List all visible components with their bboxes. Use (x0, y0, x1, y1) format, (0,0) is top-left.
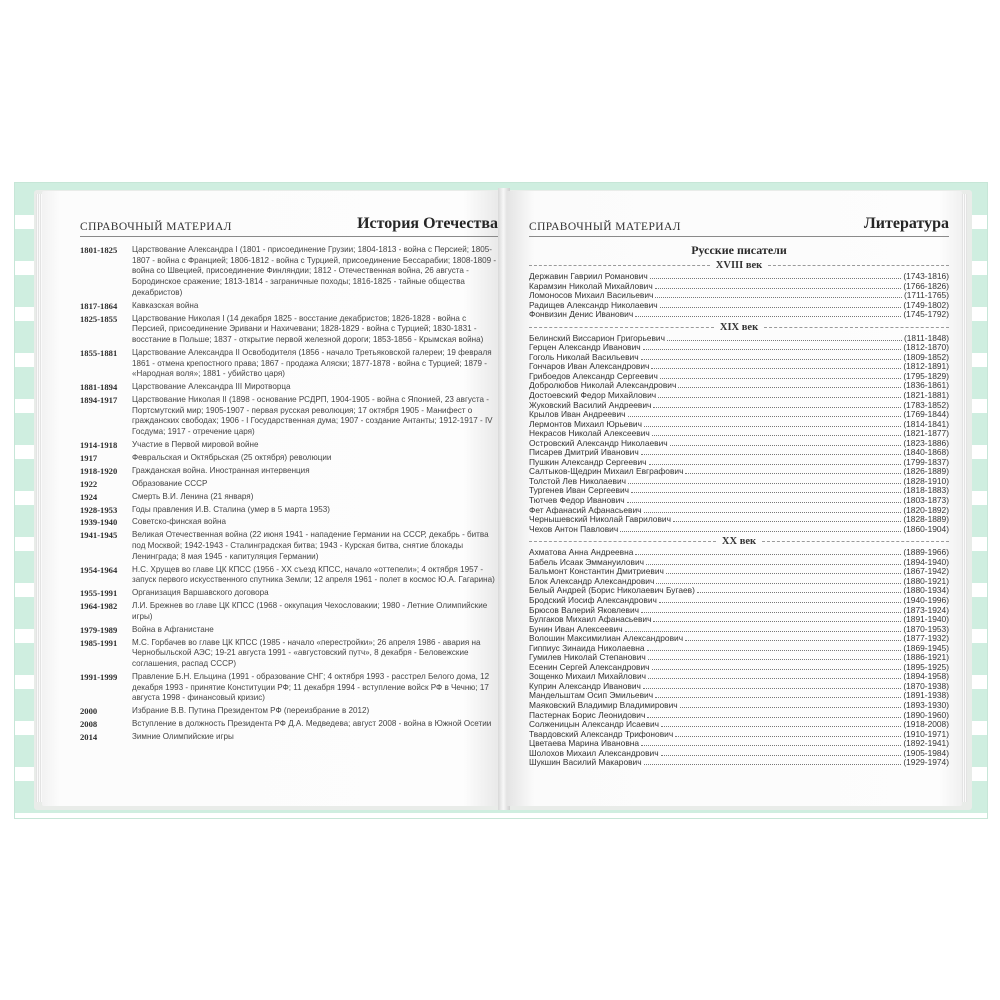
timeline-years: 1955-1991 (80, 588, 118, 599)
timeline-event: Февральская и Октябрьская (25 октября) революции (132, 452, 332, 462)
timeline-event: М.С. Горбачев во главе ЦК КПСС (1985 - начало «перестройки»; 26 апреля 1986 - авария на Чернобыльской АЭС; 19-21 августа 1991 - «августовский путч», 8 декабря - Беловежские соглашения, распад СССР) (132, 637, 481, 668)
timeline-row (80, 530, 498, 562)
writer-years: (1873-1924) (903, 604, 949, 615)
writer-name: Бунин Иван Алексеевич (529, 623, 623, 634)
writer-name: Бродский Иосиф Александрович (529, 594, 657, 605)
timeline-years: 1964-1982 (80, 601, 118, 612)
timeline-years: 1914-1918 (80, 440, 118, 451)
dashed-rule (529, 265, 710, 266)
writer-name: Гиппиус Зинаида Николаевна (529, 642, 645, 653)
writer-years: (1892-1941) (903, 738, 949, 749)
writer-years: (1886-1921) (903, 652, 949, 663)
writer-name: Куприн Александр Иванович (529, 680, 641, 691)
timeline-event: Правление Б.Н. Ельцина (1991 - образование СНГ; 4 октября 1993 - расстрел Белого дома, 12 декабря 1993 - принятие Конституции РФ; 11 декабря 1994 - вступление войск РФ в Чечню; 17 августа 1998 - финансовый кризис) (132, 671, 490, 703)
writer-name: Карамзин Николай Михайлович (529, 280, 653, 291)
writer-years: (1749-1802) (903, 299, 949, 310)
timeline-row (80, 453, 498, 464)
timeline-years: 1928-1953 (80, 504, 118, 515)
timeline-years: 1979-1989 (80, 624, 118, 635)
century-heading (529, 260, 949, 271)
writer-name: Зощенко Михаил Михайлович (529, 671, 647, 682)
dot-leader (650, 278, 902, 279)
dot-leader (680, 707, 902, 708)
timeline-event: Гражданская война. Иностранная интервенция (132, 465, 310, 475)
timeline-event: Зимние Олимпийские игры (132, 731, 234, 741)
writer-name: Некрасов Николай Алексеевич (529, 428, 650, 439)
writer-years: (1836-1861) (903, 380, 949, 391)
writer-years: (1821-1881) (903, 390, 949, 401)
timeline-event: Кавказская война (132, 300, 199, 310)
timeline-row (80, 466, 498, 477)
writer-years: (1910-1971) (903, 728, 949, 739)
writer-years: (1783-1852) (903, 399, 949, 410)
writer-name: Добролюбов Николай Александрович (529, 380, 677, 391)
dot-leader (670, 445, 902, 446)
timeline-years: 1954-1964 (80, 564, 118, 575)
timeline-years: 1881-1894 (80, 382, 118, 393)
writer-name: Цветаева Марина Ивановна (529, 738, 640, 749)
writer-name: Белинский Виссарион Григорьевич (529, 332, 665, 343)
dot-leader (628, 416, 902, 417)
century-heading (529, 322, 949, 333)
timeline-row (80, 348, 498, 380)
timeline-row (80, 301, 498, 312)
writer-years: (1743-1816) (903, 271, 949, 281)
left-page-title: История Отечества (357, 215, 498, 232)
timeline-years: 1922 (80, 478, 98, 489)
timeline-event: Царствование Александра II Освободителя (1856 - начало Третьяковской галереи; 19 февраля 1861 - отмена крепостного права; 1867 - продажа Аляски; 1877-1878 - война с Турцией; 1879 - «Народная воля»; 1881 - убийство царя) (132, 347, 492, 379)
timeline-row (80, 588, 498, 599)
writer-years: (1860-1904) (903, 523, 949, 534)
timeline-years: 1991-1999 (80, 671, 118, 682)
timeline-row (80, 492, 498, 503)
writer-row (529, 758, 949, 768)
century-heading (529, 536, 949, 547)
timeline-row (80, 395, 498, 438)
timeline-row (80, 440, 498, 451)
writer-name: Белый Андрей (Борис Николаевич Бугаев) (529, 585, 695, 596)
header-divider (80, 236, 498, 237)
dashed-rule (529, 327, 714, 328)
timeline-event: Царствование Александра I (1801 - присоединение Грузии; 1804-1813 - война с Персией; 1805-1807 - война с Францией; 1806-1812 - война с Турцией, присоединение Бессарабии; 1808-1809 - война со Швецией, присоединение Финляндии; 1812 - Отечественная война, 26 августа - Бородинское сражение; 1813-1814 - заграничные походы; 1816-1825 - тайные общества декабристов) (132, 245, 497, 297)
writer-years: (1818-1883) (903, 485, 949, 496)
writer-years: (1745-1792) (903, 309, 949, 320)
writer-years: (1766-1826) (903, 280, 949, 291)
timeline-years: 1939-1940 (80, 517, 118, 528)
century-label: XX век (721, 536, 757, 548)
writer-name: Блок Александр Александрович (529, 575, 655, 586)
dot-leader (673, 521, 901, 522)
writer-name: Писарев Дмитрий Иванович (529, 447, 639, 458)
dot-leader (678, 387, 901, 388)
dot-leader (652, 669, 902, 670)
dot-leader (660, 378, 901, 379)
timeline-row (80, 245, 498, 299)
dot-leader (651, 368, 901, 369)
writer-name: Жуковский Василий Андреевич (529, 399, 652, 410)
dot-leader (655, 297, 902, 298)
dot-leader (666, 573, 901, 574)
dot-leader (643, 349, 902, 350)
timeline-years: 1801-1825 (80, 245, 118, 255)
writer-name: Пастернак Борис Леонидович (529, 709, 646, 720)
timeline-event: Избрание В.В. Путина Президентом РФ (переизбрание в 2012) (132, 706, 370, 716)
writer-years: (1812-1870) (903, 342, 949, 353)
writer-years: (1929-1974) (903, 757, 949, 768)
writer-years: (1893-1930) (903, 699, 949, 710)
writers-list (529, 260, 954, 768)
dashed-rule (529, 541, 716, 542)
writer-years: (1823-1886) (903, 437, 949, 448)
writer-name: Бальмонт Константин Дмитриевич (529, 566, 664, 577)
writer-years: (1803-1873) (903, 495, 949, 506)
timeline-event: Годы правления И.В. Сталина (умер в 5 марта 1953) (132, 504, 330, 514)
dot-leader (652, 435, 902, 436)
writer-years: (1867-1942) (903, 566, 949, 577)
writer-years: (1769-1844) (903, 409, 949, 420)
dot-leader (641, 745, 901, 746)
timeline-event: Образование СССР (132, 478, 208, 488)
writer-name: Радищев Александр Николаевич (529, 299, 658, 310)
timeline-years: 1918-1920 (80, 465, 118, 476)
dashed-rule (768, 265, 949, 266)
timeline-row (80, 565, 498, 586)
writer-name: Островский Александр Николаевич (529, 437, 668, 448)
right-page (507, 191, 962, 806)
dot-leader (641, 359, 902, 360)
timeline-years: 2000 (80, 706, 98, 717)
dot-leader (658, 397, 901, 398)
writer-name: Тургенев Иван Сергеевич (529, 485, 630, 496)
writer-years: (1894-1940) (903, 556, 949, 567)
writer-name: Есенин Сергей Александрович (529, 661, 650, 672)
timeline-row (80, 719, 498, 730)
dot-leader (625, 631, 902, 632)
writer-name: Булгаков Михаил Афанасьевич (529, 614, 652, 625)
writer-name: Достоевский Федор Михайлович (529, 390, 657, 401)
timeline-row (80, 505, 498, 516)
timeline-years: 1985-1991 (80, 637, 118, 648)
dot-leader (653, 407, 901, 408)
writer-name: Бабель Исаак Эммануилович (529, 556, 645, 567)
dot-leader (655, 697, 901, 698)
dot-leader (655, 288, 902, 289)
writer-name: Грибоедов Александр Сергеевич (529, 370, 658, 381)
dot-leader (635, 316, 901, 317)
writer-name: Герцен Александр Иванович (529, 342, 641, 353)
timeline-event: Советско-финская война (132, 517, 227, 527)
dot-leader (628, 483, 901, 484)
dashed-rule (762, 541, 949, 542)
writer-years: (1891-1940) (903, 614, 949, 625)
timeline-event: Великая Отечественная война (22 июня 1941 - нападение Германии на СССР, декабрь - битва под Москвой; 1942-1943 - Сталинградская битва; 1943 - Курская битва, снятие блокады Ленинграда; 8 мая 1945 - капитуляция Германии) (132, 530, 489, 561)
writer-name: Гончаров Иван Александрович (529, 361, 650, 372)
writer-years: (1799-1837) (903, 456, 949, 467)
writer-name: Твардовский Александр Трифонович (529, 728, 674, 739)
writer-name: Шукшин Василий Макарович (529, 757, 642, 768)
timeline-event: Вступление в должность Президента РФ Д.А. Медведева; август 2008 - война в Южной Осетии (132, 719, 492, 729)
dot-leader (641, 612, 901, 613)
writer-years: (1828-1889) (903, 514, 949, 525)
writer-name: Державин Гавриил Романович (529, 271, 648, 281)
left-page-header (80, 215, 498, 233)
right-page-title: Литература (863, 215, 949, 232)
century-writers (529, 334, 949, 534)
writer-years: (1905-1984) (903, 747, 949, 758)
writer-years: (1809-1852) (903, 351, 949, 362)
timeline-years: 2008 (80, 719, 98, 730)
writer-years: (1811-1848) (903, 332, 949, 343)
timeline-row (80, 479, 498, 490)
right-section-label: СПРАВОЧНЫЙ МАТЕРИАЛ (529, 221, 681, 233)
dot-leader (656, 583, 901, 584)
timeline-row (80, 706, 498, 717)
timeline-event: Царствование Николая II (1898 - основание РСДРП, 1904-1905 - война с Японией, 23 августа - Портсмутский мир; 1905-1907 - первая русская революция; 17 октября 1905 - Манифест о гражданских свободах; 1906 - I Государственная дума; 1907 - создание Антанты; 1912-1917 - IV Госдума; 1917 - отречение царя) (132, 395, 493, 437)
writer-name: Толстой Лев Николаевич (529, 475, 626, 486)
writer-row (529, 310, 949, 320)
writer-years: (1795-1829) (903, 370, 949, 381)
writer-years: (1814-1841) (903, 418, 949, 429)
timeline-event: Л.И. Брежнев во главе ЦК КПСС (1968 - оккупация Чехословакии; 1980 - Летние Олимпийские игры) (132, 601, 488, 621)
timeline-row (80, 517, 498, 528)
dot-leader (644, 764, 902, 765)
writer-name: Ломоносов Михаил Васильевич (529, 290, 654, 301)
writer-name: Салтыков-Щедрин Михаил Евграфович (529, 466, 684, 477)
timeline-row (80, 625, 498, 636)
writer-name: Мандельштам Осип Эмильевич (529, 690, 654, 701)
century-label: XVIII век (715, 260, 763, 271)
dot-leader (644, 426, 901, 427)
dot-leader (660, 307, 902, 308)
writer-years: (1880-1921) (903, 575, 949, 586)
writer-years: (1869-1945) (903, 642, 949, 653)
century-writers (529, 272, 949, 320)
timeline-years: 1941-1945 (80, 530, 118, 541)
timeline-years: 1917 (80, 452, 98, 463)
timeline-years: 1817-1864 (80, 300, 118, 311)
dot-leader (653, 621, 901, 622)
dot-leader (697, 592, 901, 593)
timeline-event: Смерть В.И. Ленина (21 января) (132, 491, 254, 501)
writer-years: (1891-1938) (903, 690, 949, 701)
writer-years: (1918-2008) (903, 719, 949, 730)
writer-name: Чехов Антон Павлович (529, 523, 619, 534)
writer-name: Фонвизин Денис Иванович (529, 309, 634, 320)
writer-name: Шолохов Михаил Александрович (529, 747, 659, 758)
writer-name: Лермонтов Михаил Юрьевич (529, 418, 642, 429)
century-writers (529, 548, 949, 768)
dashed-rule (764, 327, 949, 328)
dot-leader (648, 659, 902, 660)
dot-leader (648, 678, 901, 679)
dot-leader (641, 454, 902, 455)
dot-leader (646, 564, 901, 565)
left-page (42, 191, 500, 806)
writer-name: Волошин Максимилиан Александрович (529, 633, 684, 644)
writer-years: (1890-1960) (903, 709, 949, 720)
writer-years: (1711-1765) (903, 290, 949, 301)
writer-name: Тютчев Федор Иванович (529, 495, 625, 506)
dot-leader (685, 473, 901, 474)
writer-name: Солженицын Александр Исаевич (529, 719, 659, 730)
timeline-row (80, 314, 498, 346)
left-section-label: СПРАВОЧНЫЙ МАТЕРИАЛ (80, 221, 232, 233)
writer-years: (1889-1966) (903, 547, 949, 558)
timeline-years: 1924 (80, 491, 98, 502)
writer-name: Брюсов Валерий Яковлевич (529, 604, 640, 615)
timeline-row (80, 732, 498, 743)
dot-leader (647, 650, 902, 651)
writer-name: Маяковский Владимир Владимирович (529, 699, 678, 710)
timeline-row (80, 601, 498, 622)
writer-years: (1826-1889) (903, 466, 949, 477)
writer-name: Гумилев Николай Степанович (529, 652, 646, 663)
dot-leader (661, 755, 902, 756)
timeline-event: Н.С. Хрущев во главе ЦК КПСС (1956 - XX съезд КПСС, начало «оттепели»; 4 октября 1957 - запуск первого искусственного спутника Земли; 12 апреля 1961 - полет в космос Ю.А. Гагарина) (132, 564, 495, 585)
writer-name: Пушкин Александр Сергеевич (529, 456, 647, 467)
timeline-row (80, 672, 498, 704)
dot-leader (661, 726, 901, 727)
writer-years: (1840-1868) (903, 447, 949, 458)
timeline-event: Царствование Александра III Миротворца (132, 382, 291, 392)
timeline-event: Война в Афганистане (132, 624, 214, 634)
writer-years: (1894-1958) (903, 671, 949, 682)
history-timeline (80, 245, 498, 743)
dot-leader (667, 340, 902, 341)
dot-leader (631, 492, 901, 493)
dot-leader (620, 531, 901, 532)
right-page-header (529, 215, 949, 233)
timeline-years: 1855-1881 (80, 347, 118, 358)
writer-years: (1821-1877) (903, 428, 949, 439)
dot-leader (647, 717, 901, 718)
writer-name: Фет Афанасий Афанасьевич (529, 504, 642, 515)
timeline-years: 1825-1855 (80, 313, 118, 324)
writer-name: Ахматова Анна Андреевна (529, 547, 634, 558)
writer-years: (1877-1932) (903, 633, 949, 644)
timeline-event: Участие в Первой мировой войне (132, 440, 259, 450)
century-label: XIX век (719, 321, 759, 333)
timeline-years: 2014 (80, 731, 98, 742)
writer-years: (1828-1910) (903, 475, 949, 486)
writer-years: (1812-1891) (903, 361, 949, 372)
writer-years: (1820-1892) (903, 504, 949, 515)
writer-row (529, 525, 949, 535)
header-divider (529, 236, 949, 237)
writer-name: Крылов Иван Андреевич (529, 409, 626, 420)
dot-leader (685, 640, 901, 641)
dot-leader (644, 512, 902, 513)
writer-years: (1940-1996) (903, 594, 949, 605)
dot-leader (659, 602, 901, 603)
timeline-event: Царствование Николая I (14 декабря 1825 - восстание декабристов; 1826-1828 - война с Персией, присоединение Эривани и Нахичевани; 1828-1829 - война с Турцией; 1830-1831 - восстание в Польше; 1837 - открытие первой железной дороги; 1853-1856 - Крымская война) (132, 313, 484, 344)
writer-name: Гоголь Николай Васильевич (529, 351, 639, 362)
timeline-years: 1894-1917 (80, 395, 118, 406)
timeline-event: Организация Варшавского договора (132, 588, 269, 598)
writer-years: (1895-1925) (903, 661, 949, 672)
writer-years: (1870-1953) (903, 623, 949, 634)
dot-leader (627, 502, 902, 503)
timeline-row (80, 638, 498, 670)
dot-leader (643, 688, 901, 689)
writer-name: Чернышевский Николай Гаврилович (529, 514, 671, 525)
timeline-row (80, 382, 498, 393)
dot-leader (635, 554, 901, 555)
writer-years: (1880-1934) (903, 585, 949, 596)
writer-years: (1870-1938) (903, 680, 949, 691)
writers-subtitle: Русские писатели (691, 243, 787, 257)
dot-leader (649, 464, 902, 465)
dot-leader (675, 736, 901, 737)
